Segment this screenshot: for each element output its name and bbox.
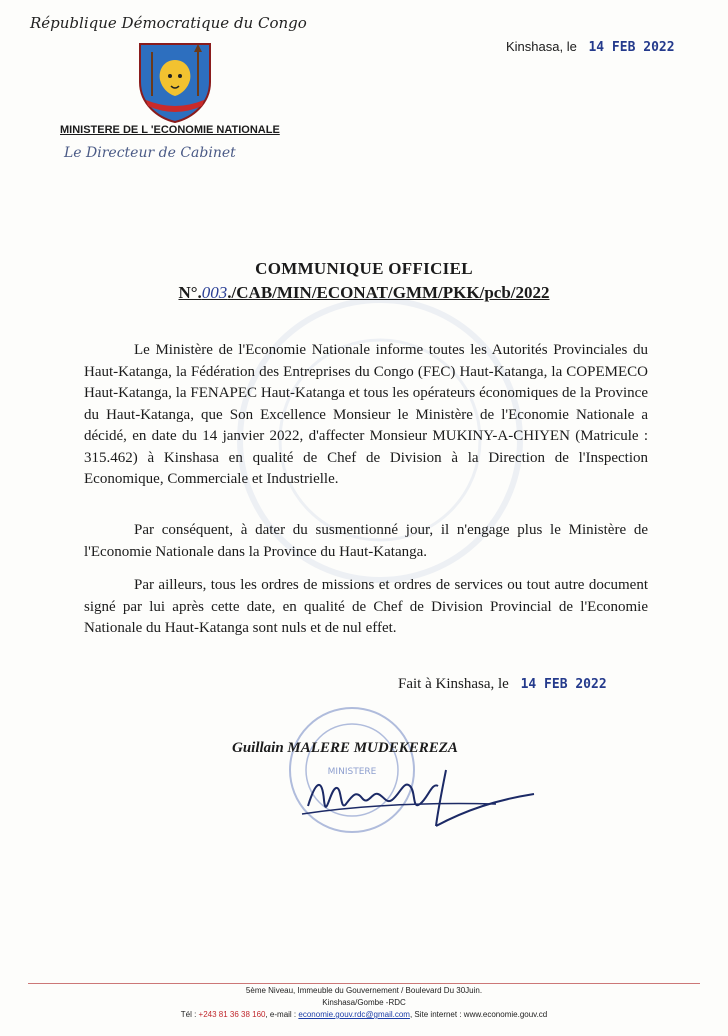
document-title: COMMUNIQUE OFFICIEL <box>255 259 473 278</box>
coat-of-arms-icon <box>130 38 220 124</box>
reference-number <box>0 283 728 303</box>
ref-suffix: ./CAB/MIN/ECONAT/GMM/PKK/pcb/2022 <box>227 283 550 302</box>
footer-site-label: , Site internet : <box>409 1010 462 1019</box>
paragraph-1: Le Ministère de l'Economie Nationale informe toutes les Autorités Provinciales du Haut-Katanga, la Fédération des Entreprises du Congo (FEC) Haut-Katanga, la COPEMECO Haut-Katanga, la FENAPEC Haut-Katanga et tous les opérateurs économiques de la Province du Haut-Katanga, que Son Excellence Monsieur le Ministère de l'Economie Nationale a décidé, en date du 14 janvier 2022, d'affecter Monsieur MUKINY-A-CHIYEN (Matricule : 315.462) à Kinshasa en qualité de Chef de Division à la Direction de l'Inspection Economique, Commerciale et Industrielle. <box>84 342 648 487</box>
footer-site[interactable]: www.economie.gouv.cd <box>463 1010 548 1019</box>
paragraph-2: Par conséquent, à dater du susmentionné jour, il n'engage plus le Ministère de l'Economie Nationale dans la Province du Haut-Katanga. <box>84 522 648 560</box>
footer-divider <box>28 983 700 984</box>
footer-contact <box>0 1010 728 1019</box>
signer-name: Guillain MALERE MUDEKEREZA <box>232 740 458 756</box>
footer-city: Kinshasa/Gombe -RDC <box>322 998 406 1007</box>
closing-date-stamp: 14 FEB 2022 <box>520 677 607 692</box>
seal-text: MINISTERE <box>327 767 377 777</box>
handwritten-signature <box>296 760 546 840</box>
paragraph-3: Par ailleurs, tous les ordres de missions et ordres de services ou tout autre document signé par lui après cette date, en qualité de Chef de Division Provincial de l'Economie Nationale du Haut-Katanga sont nuls et de nul effet. <box>84 577 648 636</box>
footer-address: 5ème Niveau, Immeuble du Gouvernement / Boulevard Du 30Juin. <box>245 986 483 995</box>
place-date-prefix: Kinshasa, le <box>506 39 577 54</box>
footer-tel: +243 81 36 38 160 <box>198 1010 266 1019</box>
republic-header: République Démocratique du Congo <box>30 14 307 32</box>
fait-prefix: Fait à Kinshasa, le <box>398 676 509 692</box>
footer-tel-label: Tél : <box>180 1010 197 1019</box>
ref-handwritten-number: 003 <box>201 283 228 302</box>
footer-email-link[interactable]: economie.gouv.rdc@gmail.com <box>298 1010 410 1019</box>
place-date <box>506 39 675 55</box>
ref-prefix: N°. <box>178 283 202 302</box>
director-title: Le Directeur de Cabinet <box>64 145 236 161</box>
ministry-name: MINISTERE DE L 'ECONOMIE NATIONALE <box>60 124 280 136</box>
fait-a-line <box>398 676 607 693</box>
date-stamp: 14 FEB 2022 <box>588 40 675 55</box>
footer-email-label: , e-mail : <box>265 1010 297 1019</box>
